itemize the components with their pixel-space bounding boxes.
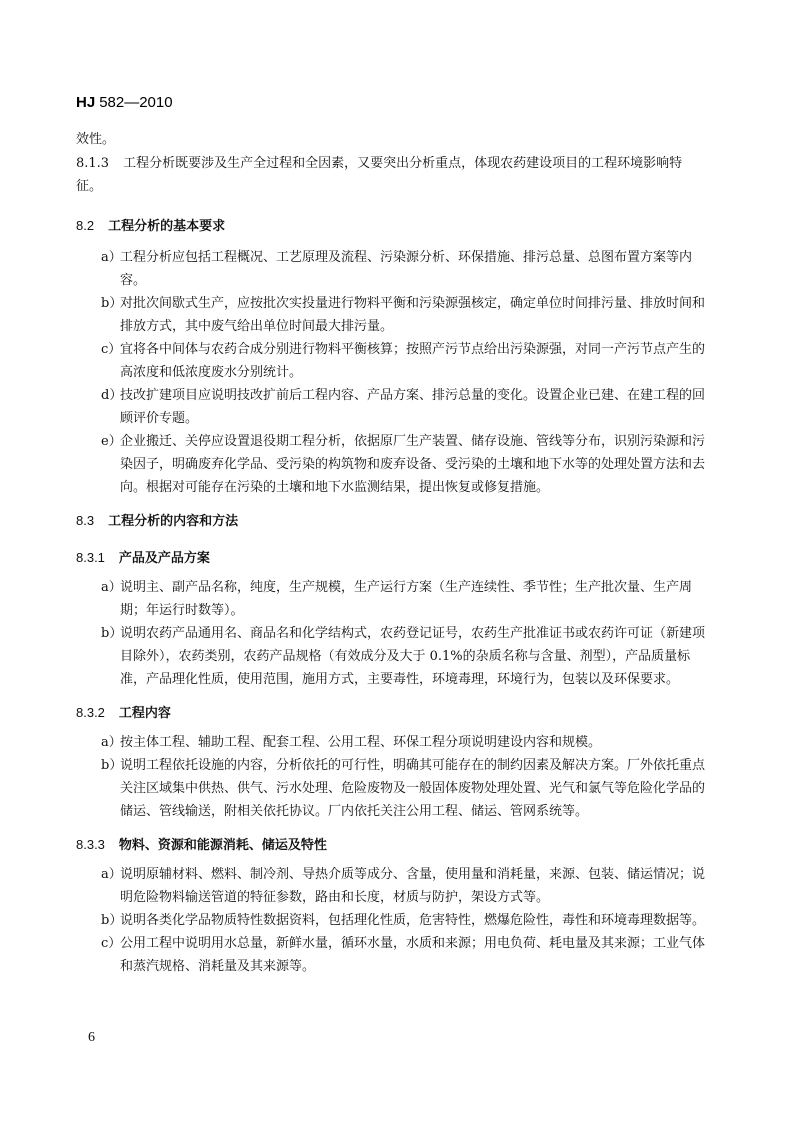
- item-marker: a）: [101, 250, 122, 265]
- list-item: [76, 731, 706, 754]
- list-item: [76, 384, 706, 430]
- list-item: [76, 754, 706, 823]
- section-8-3-1-list: [76, 576, 706, 691]
- list-item: [76, 576, 706, 622]
- list-item: [76, 909, 706, 932]
- list-item: [76, 246, 706, 292]
- section-heading-8-2: [76, 216, 706, 236]
- item-text: 说明农药产品通用名、商品名和化学结构式，农药登记证号，农药生产批准证书或农药许可证（新建项目除外），农药类别，农药产品规格（有效成分及大于 0.1%的杂质名称与含量、剂型），产品质量标准，产品理化性质，使用范围，施用方式，主要毒性，环境毒理，环境行为，包装以及环保要求。: [120, 626, 706, 687]
- item-text: 说明工程依托设施的内容，分析依托的可行性，明确其可能存在的制约因素及解决方案。厂外依托重点关注区域集中供热、供气、污水处理、危险废物及一般固体废物处理处置、光气和氯气等危险化学品的储运、管线输送，附相关依托协议。厂内依托关注公用工程、储运、管网系统等。: [120, 758, 706, 819]
- clause-number: 8.1.3: [76, 156, 110, 171]
- item-text: 对批次间歇式生产，应按批次实投量进行物料平衡和污染源强核定，确定单位时间排污量、排放时间和排放方式，其中废气给出单位时间最大排污量。: [120, 296, 706, 334]
- item-text: 说明主、副产品名称，纯度，生产规模，生产运行方案（生产连续性、季节性；生产批次量、生产周期；年运行时数等）。: [120, 580, 693, 618]
- section-heading-8-3-3: [76, 835, 706, 855]
- section-8-3-2-list: [76, 731, 706, 823]
- item-text: 公用工程中说明用水总量，新鲜水量，循环水量，水质和来源；用电负荷、耗电量及其来源；工业气体和蒸汽规格、消耗量及其来源等。: [120, 936, 706, 974]
- section-8-3-3-list: [76, 863, 706, 978]
- item-text: 工程分析应包括工程概况、工艺原理及流程、污染源分析、环保措施、排污总量、总图布置方案等内容。: [120, 250, 693, 288]
- list-item: [76, 338, 706, 384]
- item-marker: e）: [101, 434, 122, 449]
- clause-8-1-3: [76, 152, 706, 198]
- section-title: 产品及产品方案: [118, 550, 210, 565]
- item-marker: a）: [101, 735, 122, 750]
- standard-code: 582—2010: [99, 94, 173, 111]
- page-number: 6: [88, 1030, 95, 1045]
- section-8-2-list: [76, 246, 706, 499]
- section-title: 工程分析的内容和方法: [108, 513, 239, 528]
- section-number: 8.2: [76, 218, 95, 233]
- section-number: 8.3.1: [76, 550, 105, 565]
- item-marker: b）: [101, 626, 123, 641]
- item-text: 说明原辅材料、燃料、制冷剂、导热介质等成分、含量，使用量和消耗量，来源、包装、储运情况；说明危险物料输送管道的特征参数，路由和长度，材质与防护，架设方式等。: [120, 867, 706, 905]
- section-number: 8.3.2: [76, 705, 105, 720]
- item-marker: a）: [101, 867, 122, 882]
- item-marker: c）: [101, 936, 122, 951]
- item-marker: b）: [101, 758, 123, 773]
- item-marker: c）: [101, 342, 122, 357]
- item-marker: a）: [101, 580, 122, 595]
- item-marker: d）: [101, 388, 123, 403]
- section-title: 物料、资源和能源消耗、储运及特性: [118, 837, 327, 852]
- list-item: [76, 292, 706, 338]
- item-text: 说明各类化学品物质特性数据资料，包括理化性质，危害特性，燃爆危险性，毒性和环境毒理数据等。: [120, 913, 706, 928]
- section-title: 工程分析的基本要求: [108, 218, 226, 233]
- list-item: [76, 863, 706, 909]
- section-number: 8.3.3: [76, 837, 105, 852]
- list-item: [76, 430, 706, 499]
- list-item: [76, 932, 706, 978]
- item-text: 按主体工程、辅助工程、配套工程、公用工程、环保工程分项说明建设内容和规模。: [120, 735, 602, 750]
- list-item: [76, 622, 706, 691]
- section-title: 工程内容: [118, 705, 171, 720]
- section-number: 8.3: [76, 513, 95, 528]
- item-marker: b）: [101, 296, 123, 311]
- section-heading-8-3-1: [76, 548, 706, 568]
- standard-prefix: HJ: [76, 94, 96, 111]
- document-body: [76, 128, 706, 978]
- item-text: 企业搬迁、关停应设置退役期工程分析，依据原厂生产装置、储存设施、管线等分布，识别污染源和污染因子，明确废弃化学品、受污染的构筑物和废弃设备、受污染的土壤和地下水等的处理处置方法和去向。根据对可能存在污染的土壤和地下水监测结果，提出恢复或修复措施。: [120, 434, 706, 495]
- clause-text: 工程分析既要涉及生产全过程和全因素，又要突出分析重点，体现农药建设项目的工程环境影响特征。: [76, 156, 683, 194]
- item-text: 技改扩建项目应说明技改扩前后工程内容、产品方案、排污总量的变化。设置企业已建、在建工程的回顾评价专题。: [120, 388, 706, 426]
- standard-header: [76, 94, 173, 111]
- item-marker: b）: [101, 913, 123, 928]
- section-heading-8-3-2: [76, 703, 706, 723]
- lead-text: 效性。: [76, 132, 116, 147]
- item-text: 宜将各中间体与农药合成分别进行物料平衡核算；按照产污节点给出污染源强，对同一产污节点产生的高浓度和低浓度废水分别统计。: [120, 342, 706, 380]
- section-heading-8-3: [76, 511, 706, 531]
